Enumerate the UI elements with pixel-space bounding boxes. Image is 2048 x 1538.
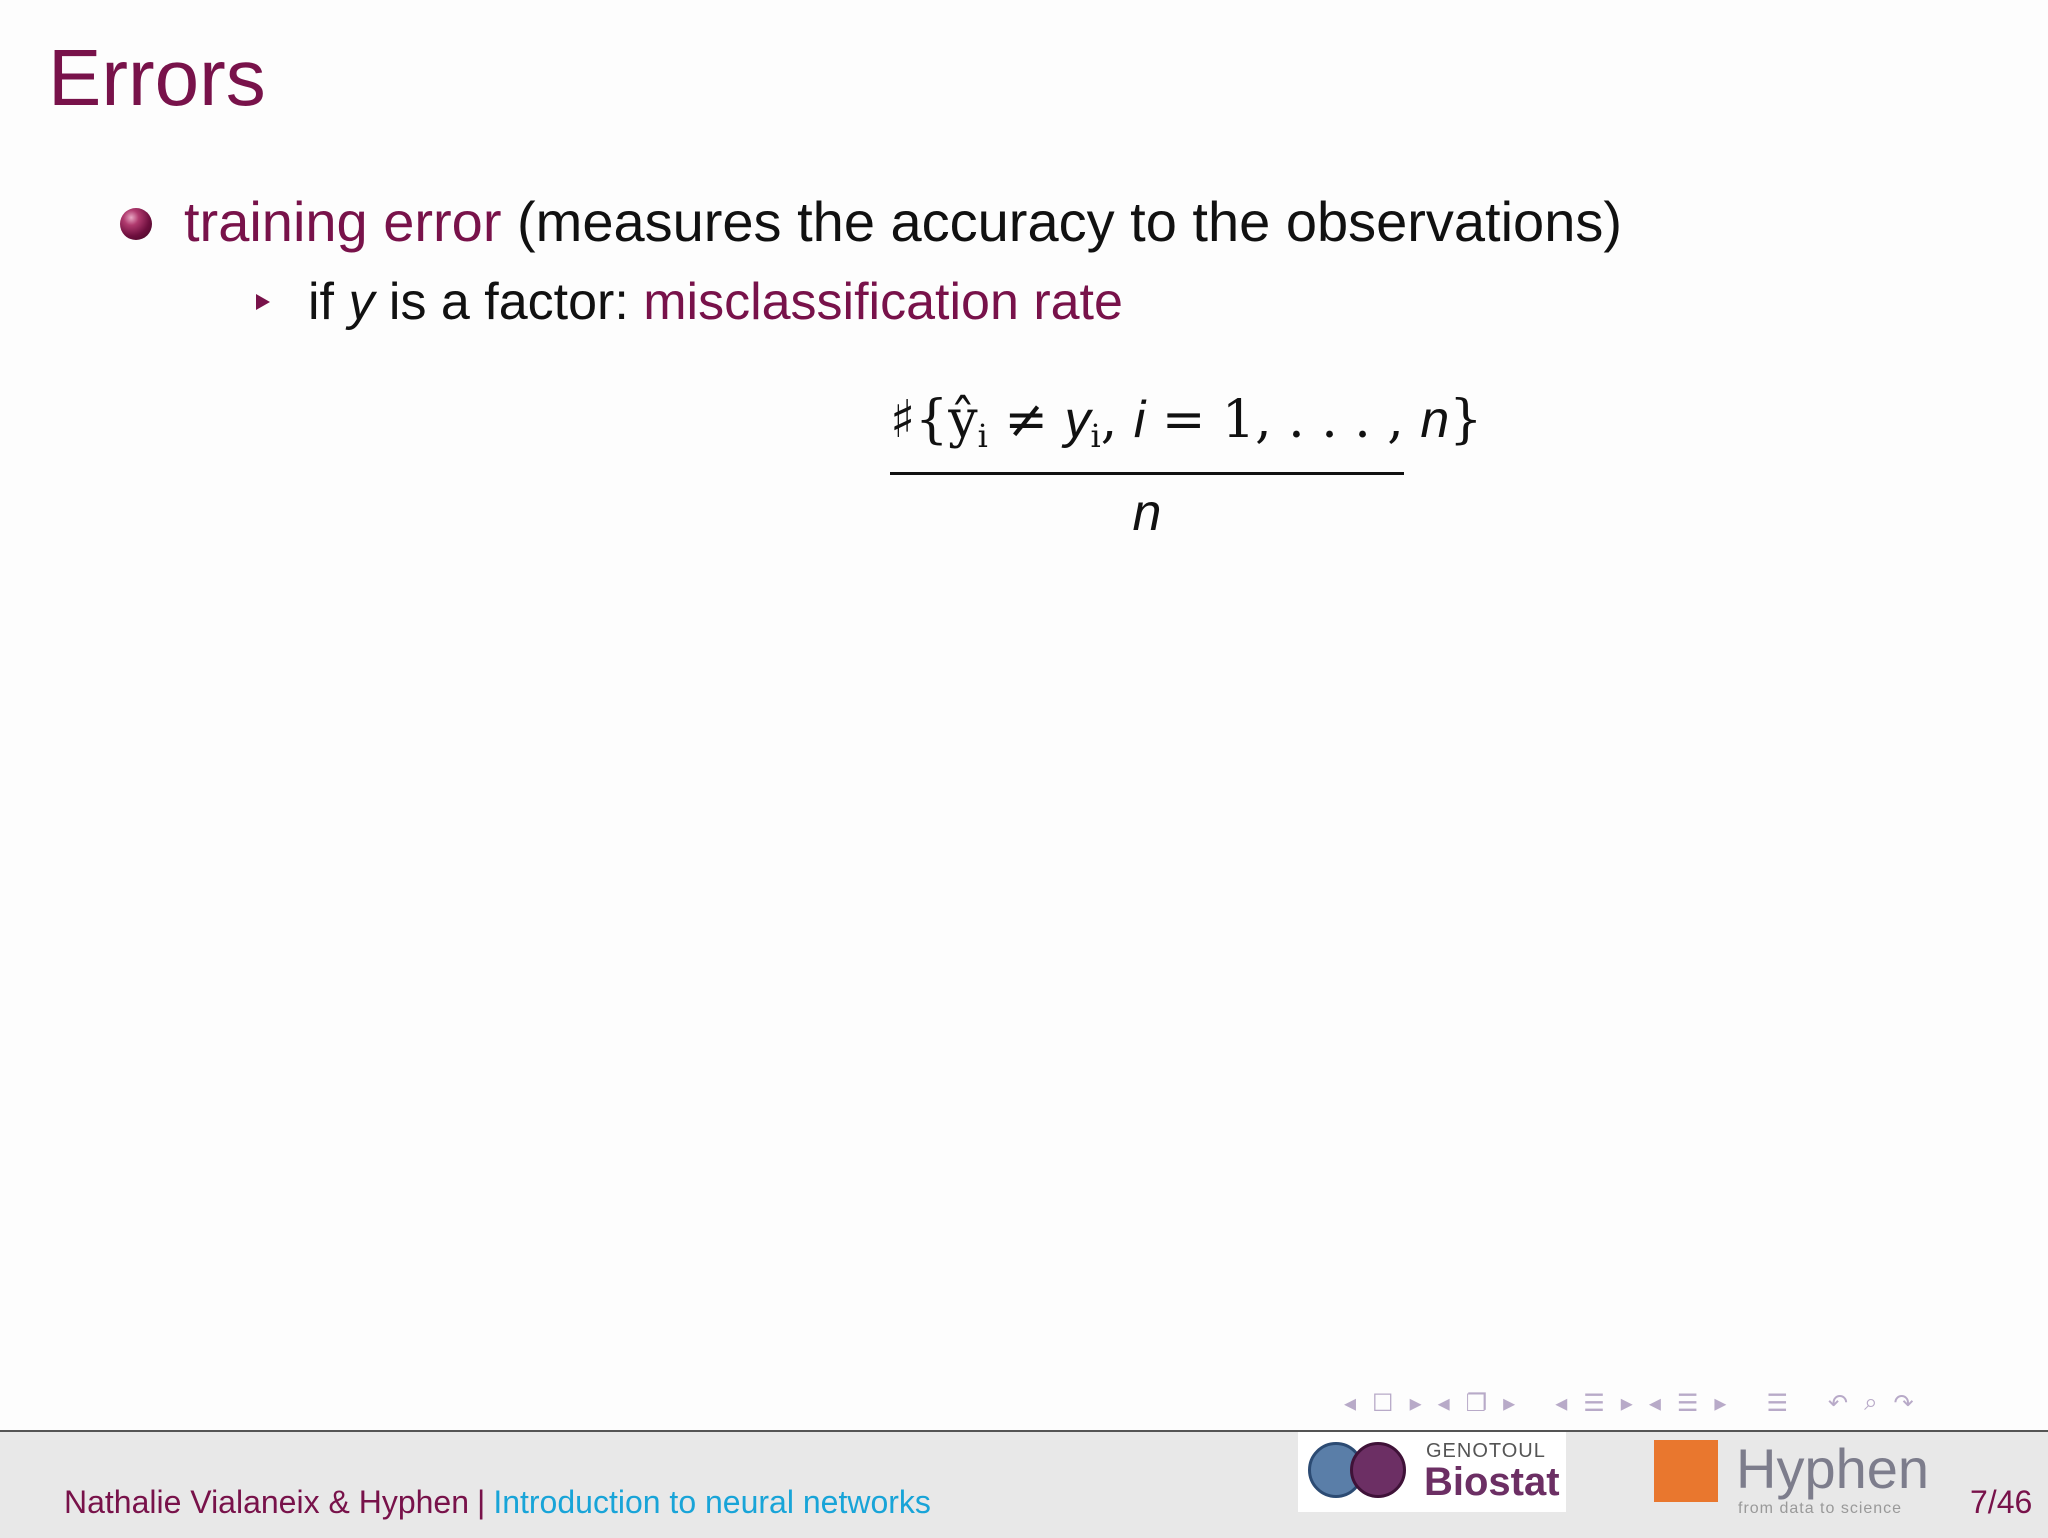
hyphen-logo <box>1636 1436 1930 1526</box>
formula-numerator <box>890 388 1483 468</box>
formula-eq: = 1, . . . , <box>1145 390 1421 450</box>
formula-close: } <box>1449 390 1483 450</box>
bullet-text <box>184 190 1622 254</box>
genotoul-biostat-logo <box>1298 1432 1566 1512</box>
formula-neq: ≠ <box>987 390 1065 450</box>
bullet-term: training error <box>184 190 502 253</box>
nav-right-arrow-icon[interactable]: ▸ <box>1620 1389 1633 1417</box>
redo-icon[interactable]: ↷ <box>1893 1389 1914 1417</box>
nav-right-arrow-icon[interactable]: ▸ <box>1409 1389 1422 1417</box>
nav-left-arrow-icon[interactable]: ◂ <box>1648 1389 1661 1417</box>
nav-left-arrow-icon[interactable]: ◂ <box>1344 1389 1357 1417</box>
footer-talk-title[interactable]: Introduction to neural networks <box>493 1484 931 1520</box>
hyphen-logo-tagline: from data to science <box>1738 1500 1903 1517</box>
sub-term: misclassification rate <box>643 273 1123 331</box>
nav-right-arrow-icon[interactable]: ▸ <box>1503 1389 1516 1417</box>
formula-n: n <box>1420 391 1450 449</box>
formula-yhat: ♯{ŷ <box>890 390 978 450</box>
triangle-bullet-icon <box>256 294 270 310</box>
formula-comma: , <box>1100 390 1134 450</box>
frame-icon[interactable]: ☐ <box>1372 1389 1394 1417</box>
undo-icon[interactable]: ↶ <box>1827 1389 1849 1417</box>
sub-bullet-text <box>308 272 1123 332</box>
hyphen-square-icon <box>1654 1440 1718 1502</box>
footer-separator: | <box>477 1484 486 1520</box>
page-number: 7/46 <box>1970 1484 2033 1520</box>
nav-left-arrow-icon[interactable]: ◂ <box>1555 1389 1568 1417</box>
biostat-logo-top: GENOTOUL <box>1426 1440 1546 1462</box>
formula-i: i <box>1133 391 1146 449</box>
formula-y: y <box>1064 391 1091 449</box>
biostat-logo-main: Biostat <box>1424 1460 1560 1504</box>
formula-sub-1: i <box>977 417 988 455</box>
slide-title: Errors <box>48 33 266 122</box>
sub-prefix: if <box>308 273 349 331</box>
section-list-icon[interactable]: ☰ <box>1676 1389 1699 1417</box>
subsection-icon[interactable]: ❐ <box>1465 1389 1488 1417</box>
formula <box>890 388 1483 543</box>
footer-authors: Nathalie Vialaneix & Hyphen <box>64 1484 469 1520</box>
bullet-ball-icon <box>120 208 152 240</box>
sub-var: y <box>348 273 375 331</box>
nav-left-arrow-icon[interactable]: ◂ <box>1437 1389 1450 1417</box>
nav-right-arrow-icon[interactable]: ▸ <box>1714 1389 1727 1417</box>
section-icon[interactable]: ☰ <box>1583 1389 1605 1417</box>
document-icon[interactable]: ☰ <box>1766 1389 1788 1417</box>
footer <box>0 1430 2048 1538</box>
bullet-rest: (measures the accuracy to the observations) <box>501 190 1622 253</box>
formula-denominator: n <box>1132 484 1162 542</box>
fraction-bar <box>890 472 1404 475</box>
formula-sub-2: i <box>1090 417 1101 455</box>
beamer-navigation-bar <box>1336 1388 2036 1418</box>
biostat-chart-icon <box>1350 1442 1406 1498</box>
sub-middle: is a factor: <box>374 273 644 331</box>
hyphen-logo-word: Hyphen <box>1736 1437 1930 1500</box>
search-icon[interactable]: ⌕ <box>1864 1389 1878 1416</box>
footer-info <box>64 1484 931 1521</box>
